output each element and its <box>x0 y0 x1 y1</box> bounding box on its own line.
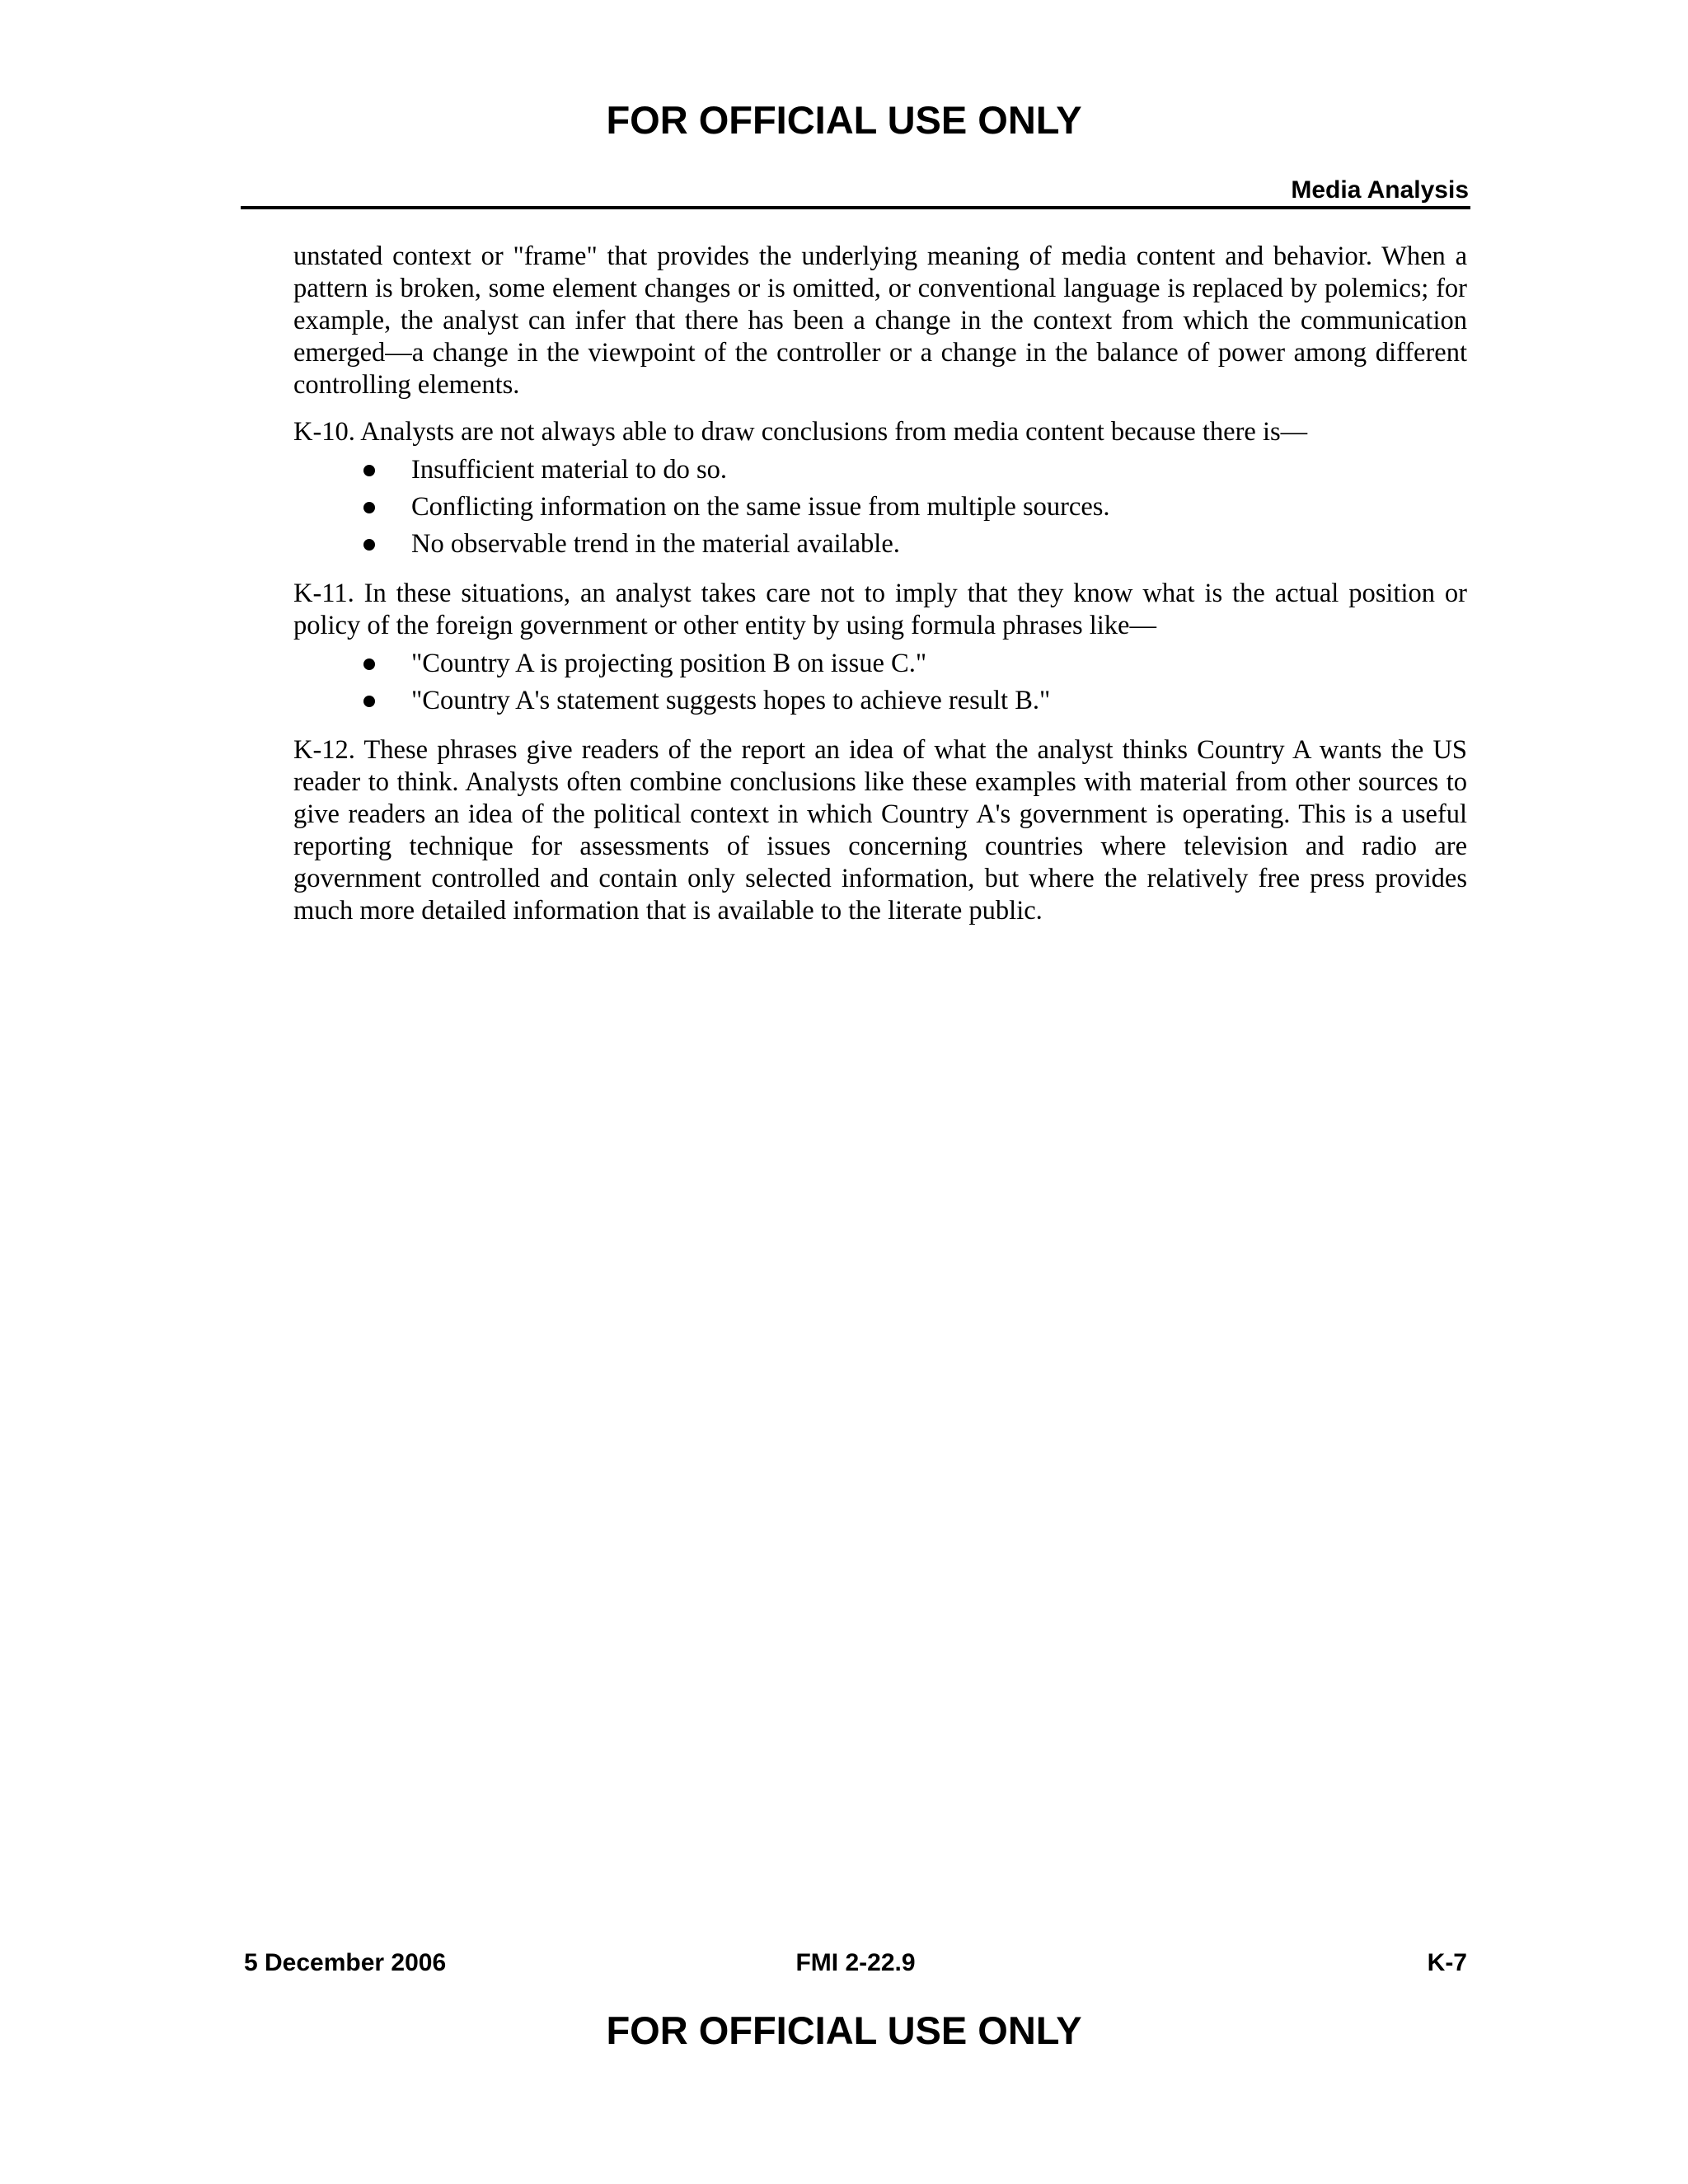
list-item-text: No observable trend in the material available. <box>411 529 900 559</box>
list-item-text: Insufficient material to do so. <box>411 455 727 485</box>
intro-paragraph: unstated context or "frame" that provides the underlying meaning of media content and behavior. When a pattern is broken, some element changes or is omitted, or conventional language is replaced by polemics; for example, the analyst can infer that there has been a change in the context from which the communication emerged—a change in the viewpoint of the controller or a change in the balance of power among different controlling elements. <box>293 241 1467 400</box>
header-rule <box>241 206 1470 209</box>
security-marking-top: FOR OFFICIAL USE ONLY <box>606 98 1082 142</box>
list-item <box>293 526 1467 563</box>
running-footer <box>244 1947 1467 1980</box>
list-item-text: "Country A's statement suggests hopes to achieve result B." <box>411 686 1051 715</box>
paragraph-k10: K-10. Analysts are not always able to draw conclusions from media content because there is— <box>293 417 1308 447</box>
bullet-list-k10 <box>293 452 1467 563</box>
bullet-icon <box>363 502 375 513</box>
paragraph-k12: K-12. These phrases give readers of the report an idea of what the analyst thinks Country A wants the US reader to think. Analysts often combine conclusions like these examples with material from other sources to give readers an idea of the political context in which Country A's government is operating. This is a useful reporting technique for assessments of issues concerning countries where television and radio are government controlled and contain only selected information, but where the relatively free press provides much more detailed information that is available to the literate public. <box>293 735 1467 926</box>
bullet-list-k11 <box>293 645 1467 719</box>
list-item <box>293 645 1467 682</box>
bullet-icon <box>363 539 375 551</box>
bullet-icon <box>363 465 375 476</box>
footer-page-number: K-7 <box>1427 1949 1467 1976</box>
list-item <box>293 489 1467 526</box>
list-item-text: Conflicting information on the same issue from multiple sources. <box>411 492 1110 522</box>
document-body <box>293 241 1467 942</box>
paragraph-k11: K-11. In these situations, an analyst takes care not to imply that they know what is the actual position or policy of the foreign government or other entity by using formula phrases like— <box>293 579 1467 640</box>
bullet-icon <box>363 658 375 670</box>
running-header: Media Analysis <box>1291 176 1469 204</box>
security-marking-bottom: FOR OFFICIAL USE ONLY <box>606 2008 1082 2052</box>
footer-document-id: FMI 2-22.9 <box>795 1949 916 1976</box>
list-item-text: "Country A is projecting position B on issue C." <box>411 649 927 678</box>
list-item <box>293 452 1467 489</box>
list-item <box>293 682 1467 719</box>
bullet-icon <box>363 696 375 707</box>
footer-date: 5 December 2006 <box>244 1949 447 1976</box>
